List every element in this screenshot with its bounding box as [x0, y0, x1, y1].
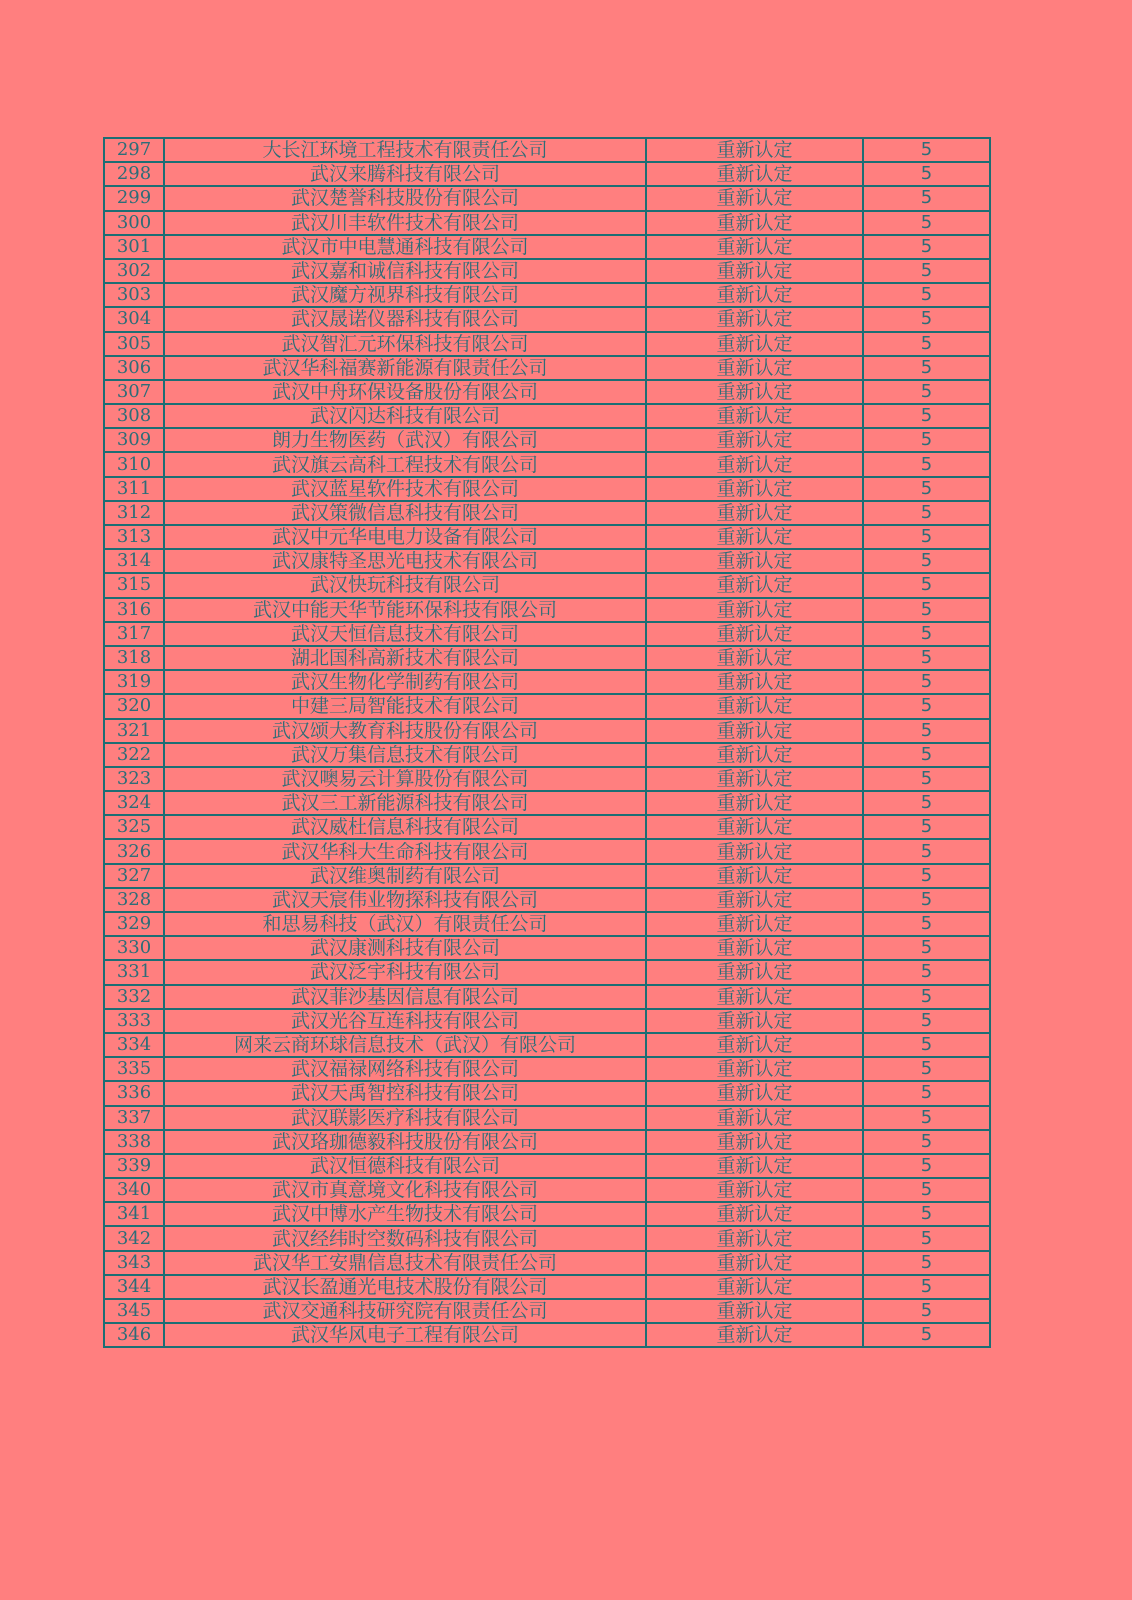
- certification-type: 重新认定: [646, 888, 863, 912]
- row-number: 337: [104, 1106, 164, 1130]
- row-value: 5: [863, 743, 990, 767]
- table-row: [104, 1009, 990, 1033]
- company-name: 网来云商环球信息技术（武汉）有限公司: [164, 1033, 646, 1057]
- table-row: [104, 1299, 990, 1323]
- row-number: 299: [104, 186, 164, 210]
- row-value: 5: [863, 525, 990, 549]
- table-row: [104, 1106, 990, 1130]
- company-name: 武汉菲沙基因信息有限公司: [164, 985, 646, 1009]
- company-name: 武汉泛宇科技有限公司: [164, 960, 646, 984]
- row-number: 323: [104, 767, 164, 791]
- table-row: [104, 719, 990, 743]
- row-value: 5: [863, 1106, 990, 1130]
- row-value: 5: [863, 501, 990, 525]
- certification-type: 重新认定: [646, 259, 863, 283]
- certification-type: 重新认定: [646, 864, 863, 888]
- row-value: 5: [863, 912, 990, 936]
- row-number: 310: [104, 452, 164, 476]
- table-row: [104, 452, 990, 476]
- table-row: [104, 211, 990, 235]
- certification-type: 重新认定: [646, 1154, 863, 1178]
- company-name: 武汉颂大教育科技股份有限公司: [164, 719, 646, 743]
- certification-type: 重新认定: [646, 1057, 863, 1081]
- row-number: 331: [104, 960, 164, 984]
- row-number: 317: [104, 622, 164, 646]
- table-row: [104, 549, 990, 573]
- row-value: 5: [863, 1202, 990, 1226]
- table-row: [104, 912, 990, 936]
- row-value: 5: [863, 1275, 990, 1299]
- certification-type: 重新认定: [646, 622, 863, 646]
- company-name: 武汉联影医疗科技有限公司: [164, 1106, 646, 1130]
- row-value: 5: [863, 452, 990, 476]
- table-row: [104, 259, 990, 283]
- company-name: 武汉华科福赛新能源有限责任公司: [164, 356, 646, 380]
- certification-type: 重新认定: [646, 1130, 863, 1154]
- row-number: 327: [104, 864, 164, 888]
- company-name: 武汉中能天华节能环保科技有限公司: [164, 598, 646, 622]
- company-name: 武汉天宸伟业物探科技有限公司: [164, 888, 646, 912]
- row-value: 5: [863, 307, 990, 331]
- table-row: [104, 888, 990, 912]
- row-value: 5: [863, 1081, 990, 1105]
- row-value: 5: [863, 864, 990, 888]
- row-value: 5: [863, 960, 990, 984]
- row-value: 5: [863, 404, 990, 428]
- certification-type: 重新认定: [646, 1299, 863, 1323]
- company-name: 武汉旗云高科工程技术有限公司: [164, 452, 646, 476]
- company-name: 大长江环境工程技术有限责任公司: [164, 138, 646, 162]
- company-name: 湖北国科高新技术有限公司: [164, 646, 646, 670]
- row-value: 5: [863, 428, 990, 452]
- table-row: [104, 428, 990, 452]
- row-value: 5: [863, 936, 990, 960]
- company-name: 武汉恒德科技有限公司: [164, 1154, 646, 1178]
- table-row: [104, 864, 990, 888]
- certification-type: 重新认定: [646, 1226, 863, 1250]
- company-name: 武汉康测科技有限公司: [164, 936, 646, 960]
- row-value: 5: [863, 162, 990, 186]
- row-number: 304: [104, 307, 164, 331]
- company-name: 武汉天恒信息技术有限公司: [164, 622, 646, 646]
- certification-type: 重新认定: [646, 839, 863, 863]
- company-name: 武汉长盈通光电技术股份有限公司: [164, 1275, 646, 1299]
- company-name: 武汉三工新能源科技有限公司: [164, 791, 646, 815]
- certification-type: 重新认定: [646, 985, 863, 1009]
- company-name: 武汉天禹智控科技有限公司: [164, 1081, 646, 1105]
- certification-type: 重新认定: [646, 1178, 863, 1202]
- row-value: 5: [863, 888, 990, 912]
- row-value: 5: [863, 598, 990, 622]
- row-number: 318: [104, 646, 164, 670]
- row-number: 308: [104, 404, 164, 428]
- certification-type: 重新认定: [646, 694, 863, 718]
- certification-type: 重新认定: [646, 404, 863, 428]
- row-value: 5: [863, 573, 990, 597]
- row-number: 325: [104, 815, 164, 839]
- table-row: [104, 186, 990, 210]
- company-name: 武汉中舟环保设备股份有限公司: [164, 380, 646, 404]
- table-row: [104, 936, 990, 960]
- table-row: [104, 1178, 990, 1202]
- row-number: 344: [104, 1275, 164, 1299]
- row-value: 5: [863, 549, 990, 573]
- row-value: 5: [863, 1226, 990, 1250]
- company-name: 武汉威杜信息科技有限公司: [164, 815, 646, 839]
- certification-type: 重新认定: [646, 791, 863, 815]
- table-row: [104, 525, 990, 549]
- certification-type: 重新认定: [646, 1275, 863, 1299]
- table-row: [104, 283, 990, 307]
- row-number: 340: [104, 1178, 164, 1202]
- certification-type: 重新认定: [646, 307, 863, 331]
- certification-type: 重新认定: [646, 1009, 863, 1033]
- row-value: 5: [863, 815, 990, 839]
- row-number: 300: [104, 211, 164, 235]
- row-value: 5: [863, 356, 990, 380]
- row-number: 333: [104, 1009, 164, 1033]
- row-number: 321: [104, 719, 164, 743]
- row-number: 341: [104, 1202, 164, 1226]
- row-number: 335: [104, 1057, 164, 1081]
- certification-type: 重新认定: [646, 138, 863, 162]
- company-table-body: [104, 138, 990, 1347]
- row-number: 297: [104, 138, 164, 162]
- row-value: 5: [863, 186, 990, 210]
- certification-type: 重新认定: [646, 452, 863, 476]
- company-name: 武汉市真意境文化科技有限公司: [164, 1178, 646, 1202]
- company-name: 和思易科技（武汉）有限责任公司: [164, 912, 646, 936]
- company-name: 武汉华科大生命科技有限公司: [164, 839, 646, 863]
- certification-type: 重新认定: [646, 186, 863, 210]
- company-name: 武汉策微信息科技有限公司: [164, 501, 646, 525]
- table-row: [104, 598, 990, 622]
- row-number: 338: [104, 1130, 164, 1154]
- company-name: 武汉经纬时空数码科技有限公司: [164, 1226, 646, 1250]
- table-row: [104, 573, 990, 597]
- row-value: 5: [863, 235, 990, 259]
- certification-type: 重新认定: [646, 767, 863, 791]
- row-number: 302: [104, 259, 164, 283]
- table-row: [104, 477, 990, 501]
- row-number: 309: [104, 428, 164, 452]
- table-row: [104, 1323, 990, 1347]
- row-value: 5: [863, 694, 990, 718]
- row-value: 5: [863, 767, 990, 791]
- row-number: 306: [104, 356, 164, 380]
- certification-type: 重新认定: [646, 356, 863, 380]
- row-number: 320: [104, 694, 164, 718]
- company-name: 武汉华风电子工程有限公司: [164, 1323, 646, 1347]
- table-row: [104, 1057, 990, 1081]
- row-number: 342: [104, 1226, 164, 1250]
- certification-type: 重新认定: [646, 743, 863, 767]
- row-number: 329: [104, 912, 164, 936]
- company-name: 武汉晟诺仪器科技有限公司: [164, 307, 646, 331]
- company-name: 武汉生物化学制药有限公司: [164, 670, 646, 694]
- company-name: 武汉嘉和诚信科技有限公司: [164, 259, 646, 283]
- company-name: 朗力生物医药（武汉）有限公司: [164, 428, 646, 452]
- company-name: 武汉万集信息技术有限公司: [164, 743, 646, 767]
- row-value: 5: [863, 332, 990, 356]
- table-row: [104, 1251, 990, 1275]
- company-name: 武汉楚誉科技股份有限公司: [164, 186, 646, 210]
- table-row: [104, 307, 990, 331]
- company-name: 武汉光谷互连科技有限公司: [164, 1009, 646, 1033]
- row-number: 305: [104, 332, 164, 356]
- table-row: [104, 694, 990, 718]
- certification-type: 重新认定: [646, 960, 863, 984]
- table-row: [104, 622, 990, 646]
- row-value: 5: [863, 1251, 990, 1275]
- certification-type: 重新认定: [646, 380, 863, 404]
- certification-type: 重新认定: [646, 501, 863, 525]
- company-name: 武汉中博水产生物技术有限公司: [164, 1202, 646, 1226]
- certification-type: 重新认定: [646, 912, 863, 936]
- row-value: 5: [863, 1057, 990, 1081]
- certification-type: 重新认定: [646, 1323, 863, 1347]
- row-value: 5: [863, 1323, 990, 1347]
- row-value: 5: [863, 719, 990, 743]
- table-row: [104, 767, 990, 791]
- row-number: 328: [104, 888, 164, 912]
- row-value: 5: [863, 839, 990, 863]
- certification-type: 重新认定: [646, 549, 863, 573]
- certification-type: 重新认定: [646, 646, 863, 670]
- row-number: 330: [104, 936, 164, 960]
- row-number: 316: [104, 598, 164, 622]
- row-number: 346: [104, 1323, 164, 1347]
- table-row: [104, 1130, 990, 1154]
- certification-type: 重新认定: [646, 283, 863, 307]
- table-row: [104, 356, 990, 380]
- table-row: [104, 138, 990, 162]
- table-row: [104, 1226, 990, 1250]
- table-row: [104, 1081, 990, 1105]
- row-value: 5: [863, 211, 990, 235]
- row-value: 5: [863, 670, 990, 694]
- company-name: 武汉维奥制药有限公司: [164, 864, 646, 888]
- row-value: 5: [863, 1299, 990, 1323]
- row-value: 5: [863, 283, 990, 307]
- table-row: [104, 960, 990, 984]
- table-row: [104, 1202, 990, 1226]
- table-row: [104, 646, 990, 670]
- row-number: 339: [104, 1154, 164, 1178]
- certification-type: 重新认定: [646, 1202, 863, 1226]
- certification-type: 重新认定: [646, 525, 863, 549]
- row-number: 312: [104, 501, 164, 525]
- row-value: 5: [863, 622, 990, 646]
- company-name: 武汉中元华电电力设备有限公司: [164, 525, 646, 549]
- table-row: [104, 791, 990, 815]
- row-number: 332: [104, 985, 164, 1009]
- row-number: 336: [104, 1081, 164, 1105]
- row-number: 345: [104, 1299, 164, 1323]
- certification-type: 重新认定: [646, 477, 863, 501]
- row-number: 303: [104, 283, 164, 307]
- row-number: 324: [104, 791, 164, 815]
- certification-type: 重新认定: [646, 1106, 863, 1130]
- table-row: [104, 501, 990, 525]
- table-row: [104, 235, 990, 259]
- company-name: 中建三局智能技术有限公司: [164, 694, 646, 718]
- table-row: [104, 162, 990, 186]
- row-value: 5: [863, 259, 990, 283]
- certification-type: 重新认定: [646, 332, 863, 356]
- certification-type: 重新认定: [646, 573, 863, 597]
- certification-type: 重新认定: [646, 719, 863, 743]
- row-value: 5: [863, 1154, 990, 1178]
- company-name: 武汉市中电慧通科技有限公司: [164, 235, 646, 259]
- row-value: 5: [863, 1033, 990, 1057]
- table-row: [104, 839, 990, 863]
- table-row: [104, 1033, 990, 1057]
- certification-type: 重新认定: [646, 235, 863, 259]
- row-number: 334: [104, 1033, 164, 1057]
- row-value: 5: [863, 1130, 990, 1154]
- company-name: 武汉蓝星软件技术有限公司: [164, 477, 646, 501]
- table-row: [104, 985, 990, 1009]
- table-row: [104, 815, 990, 839]
- certification-type: 重新认定: [646, 598, 863, 622]
- company-name: 武汉闪达科技有限公司: [164, 404, 646, 428]
- certification-type: 重新认定: [646, 428, 863, 452]
- table-row: [104, 404, 990, 428]
- certification-type: 重新认定: [646, 1033, 863, 1057]
- row-value: 5: [863, 1009, 990, 1033]
- row-value: 5: [863, 380, 990, 404]
- certification-type: 重新认定: [646, 670, 863, 694]
- certification-type: 重新认定: [646, 1251, 863, 1275]
- certification-type: 重新认定: [646, 815, 863, 839]
- table-row: [104, 1154, 990, 1178]
- row-number: 322: [104, 743, 164, 767]
- company-name: 武汉快玩科技有限公司: [164, 573, 646, 597]
- row-number: 315: [104, 573, 164, 597]
- table-row: [104, 380, 990, 404]
- row-value: 5: [863, 477, 990, 501]
- row-number: 307: [104, 380, 164, 404]
- row-number: 298: [104, 162, 164, 186]
- company-name: 武汉川丰软件技术有限公司: [164, 211, 646, 235]
- row-number: 343: [104, 1251, 164, 1275]
- certification-type: 重新认定: [646, 1081, 863, 1105]
- certification-type: 重新认定: [646, 162, 863, 186]
- company-name: 武汉魔方视界科技有限公司: [164, 283, 646, 307]
- row-value: 5: [863, 985, 990, 1009]
- table-row: [104, 1275, 990, 1299]
- table-row: [104, 743, 990, 767]
- company-name: 武汉康特圣思光电技术有限公司: [164, 549, 646, 573]
- row-value: 5: [863, 791, 990, 815]
- row-number: 326: [104, 839, 164, 863]
- row-value: 5: [863, 1178, 990, 1202]
- row-number: 311: [104, 477, 164, 501]
- company-name: 武汉福禄网络科技有限公司: [164, 1057, 646, 1081]
- company-table: [103, 137, 991, 1348]
- company-name: 武汉交通科技研究院有限责任公司: [164, 1299, 646, 1323]
- company-name: 武汉华工安鼎信息技术有限责任公司: [164, 1251, 646, 1275]
- table-row: [104, 332, 990, 356]
- row-number: 319: [104, 670, 164, 694]
- row-number: 314: [104, 549, 164, 573]
- table-row: [104, 670, 990, 694]
- certification-type: 重新认定: [646, 936, 863, 960]
- company-name: 武汉来腾科技有限公司: [164, 162, 646, 186]
- row-value: 5: [863, 646, 990, 670]
- company-name: 武汉珞珈德毅科技股份有限公司: [164, 1130, 646, 1154]
- row-number: 313: [104, 525, 164, 549]
- certification-type: 重新认定: [646, 211, 863, 235]
- company-name: 武汉噢易云计算股份有限公司: [164, 767, 646, 791]
- company-name: 武汉智汇元环保科技有限公司: [164, 332, 646, 356]
- row-value: 5: [863, 138, 990, 162]
- row-number: 301: [104, 235, 164, 259]
